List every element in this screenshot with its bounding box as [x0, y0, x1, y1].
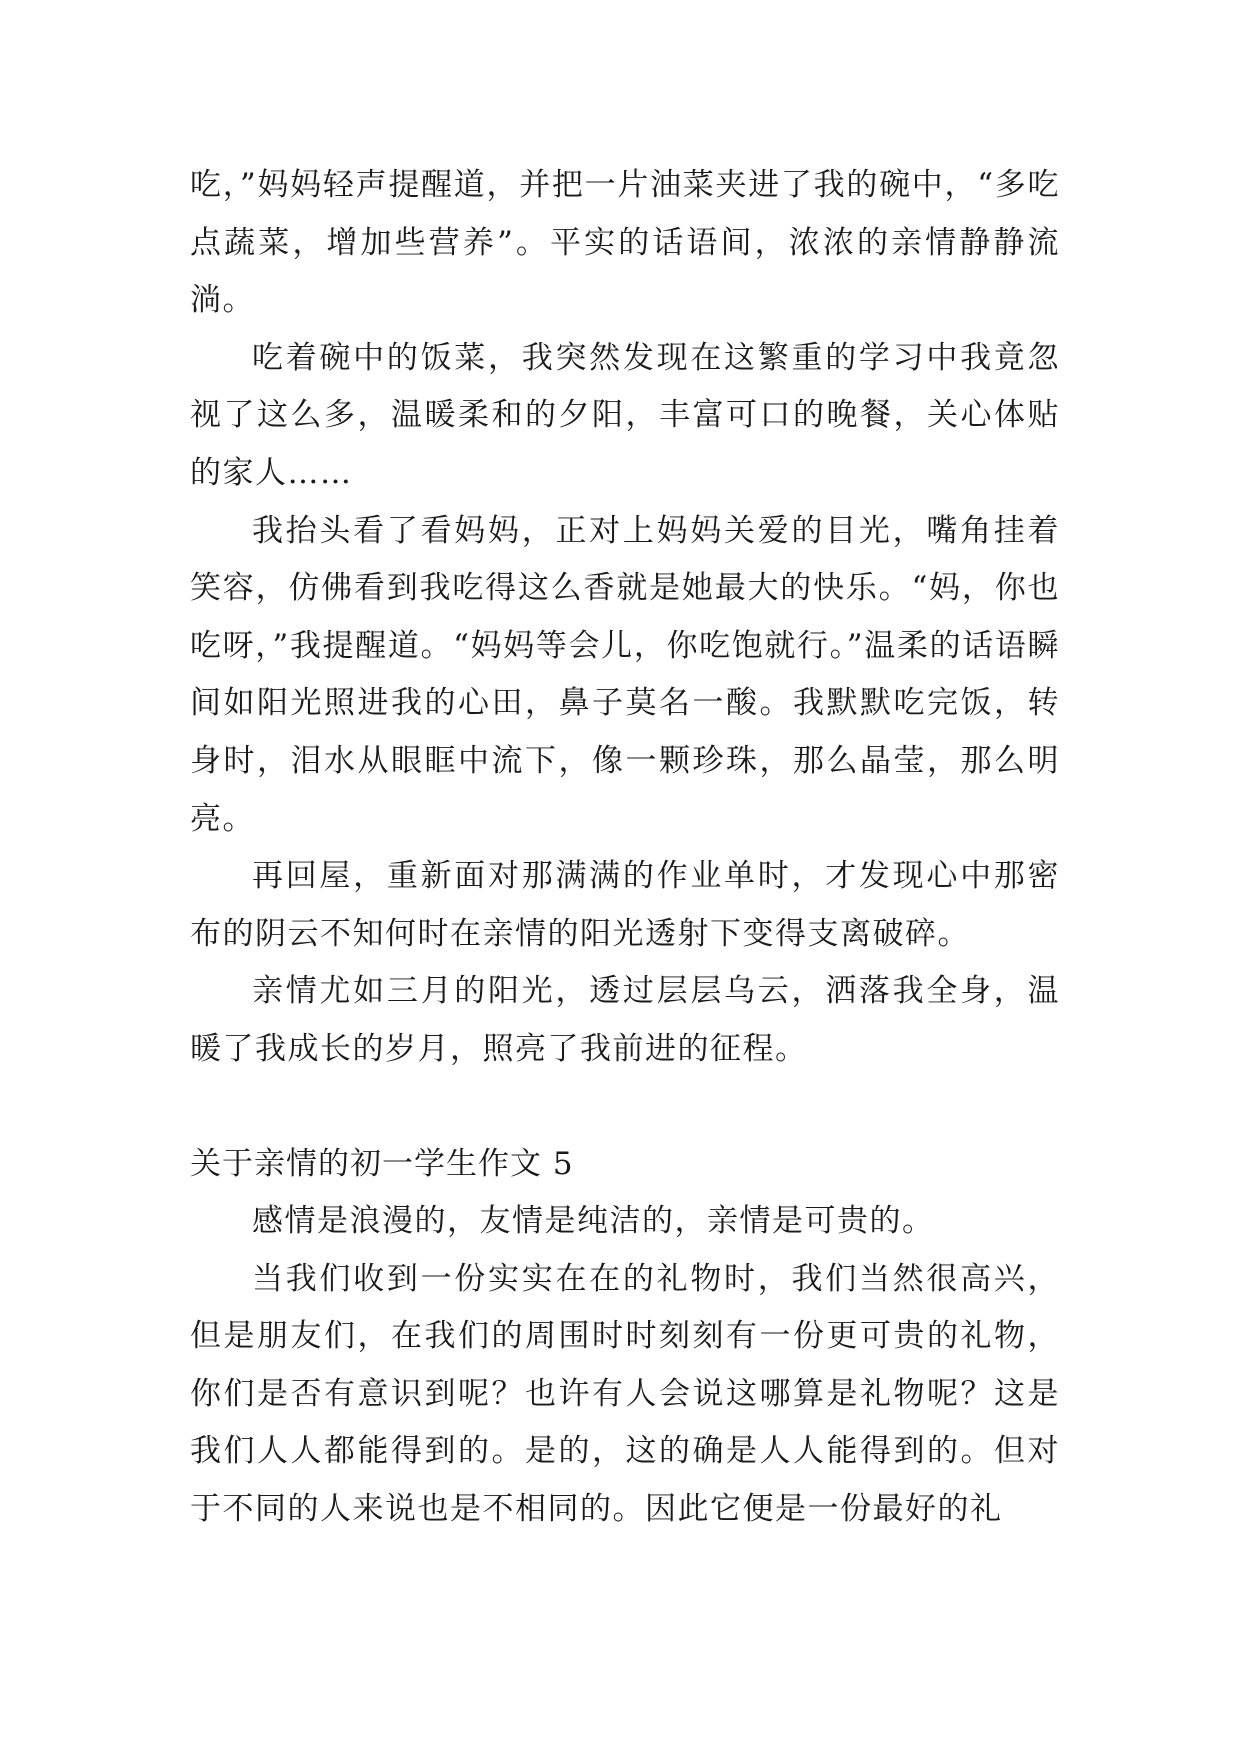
essay-heading: 关于亲情的初一学生作文 5	[190, 1145, 574, 1182]
paragraph: 当我们收到一份实实在在的礼物时，我们当然很高兴，但是朋友们，在我们的周围时时刻刻有一份更可贵的礼物，你们是否有意识到呢？也许有人会说这哪算是礼物呢？这是我们人人都能得到的。是的，这的确是人人能得到的。但对于不同的人来说也是不相同的。因此它便是一份最好的礼	[190, 1260, 1060, 1528]
document-body	[190, 157, 1060, 1539]
paragraph: 亲情尤如三月的阳光，透过层层乌云，洒落我全身，温暖了我成长的岁月，照亮了我前进的征程。	[190, 973, 1060, 1067]
paragraph: 感情是浪漫的，友情是纯洁的，亲情是可贵的。	[252, 1203, 935, 1240]
paragraph: 我抬头看了看妈妈，正对上妈妈关爱的目光，嘴角挂着笑容，仿佛看到我吃得这么香就是她最大的快乐。“妈，你也吃呀，”我提醒道。“妈妈等会儿，你吃饱就行。”温柔的话语瞬间如阳光照进我的心田，鼻子莫名一酸。我默默吃完饭，转身时，泪水从眼眶中流下，像一颗珍珠，那么晶莹，那么明亮。	[190, 512, 1060, 837]
paragraph: 吃，”妈妈轻声提醒道，并把一片油菜夹进了我的碗中，“多吃点蔬菜，增加些营养”。平实的话语间，浓浓的亲情静静流淌。	[190, 167, 1060, 319]
paragraph: 再回屋，重新面对那满满的作业单时，才发现心中那密布的阴云不知何时在亲情的阳光透射下变得支离破碎。	[190, 858, 1060, 952]
paragraph: 吃着碗中的饭菜，我突然发现在这繁重的学习中我竟忽视了这么多，温暖柔和的夕阳，丰富可口的晚餐，关心体贴的家人……	[190, 339, 1060, 491]
